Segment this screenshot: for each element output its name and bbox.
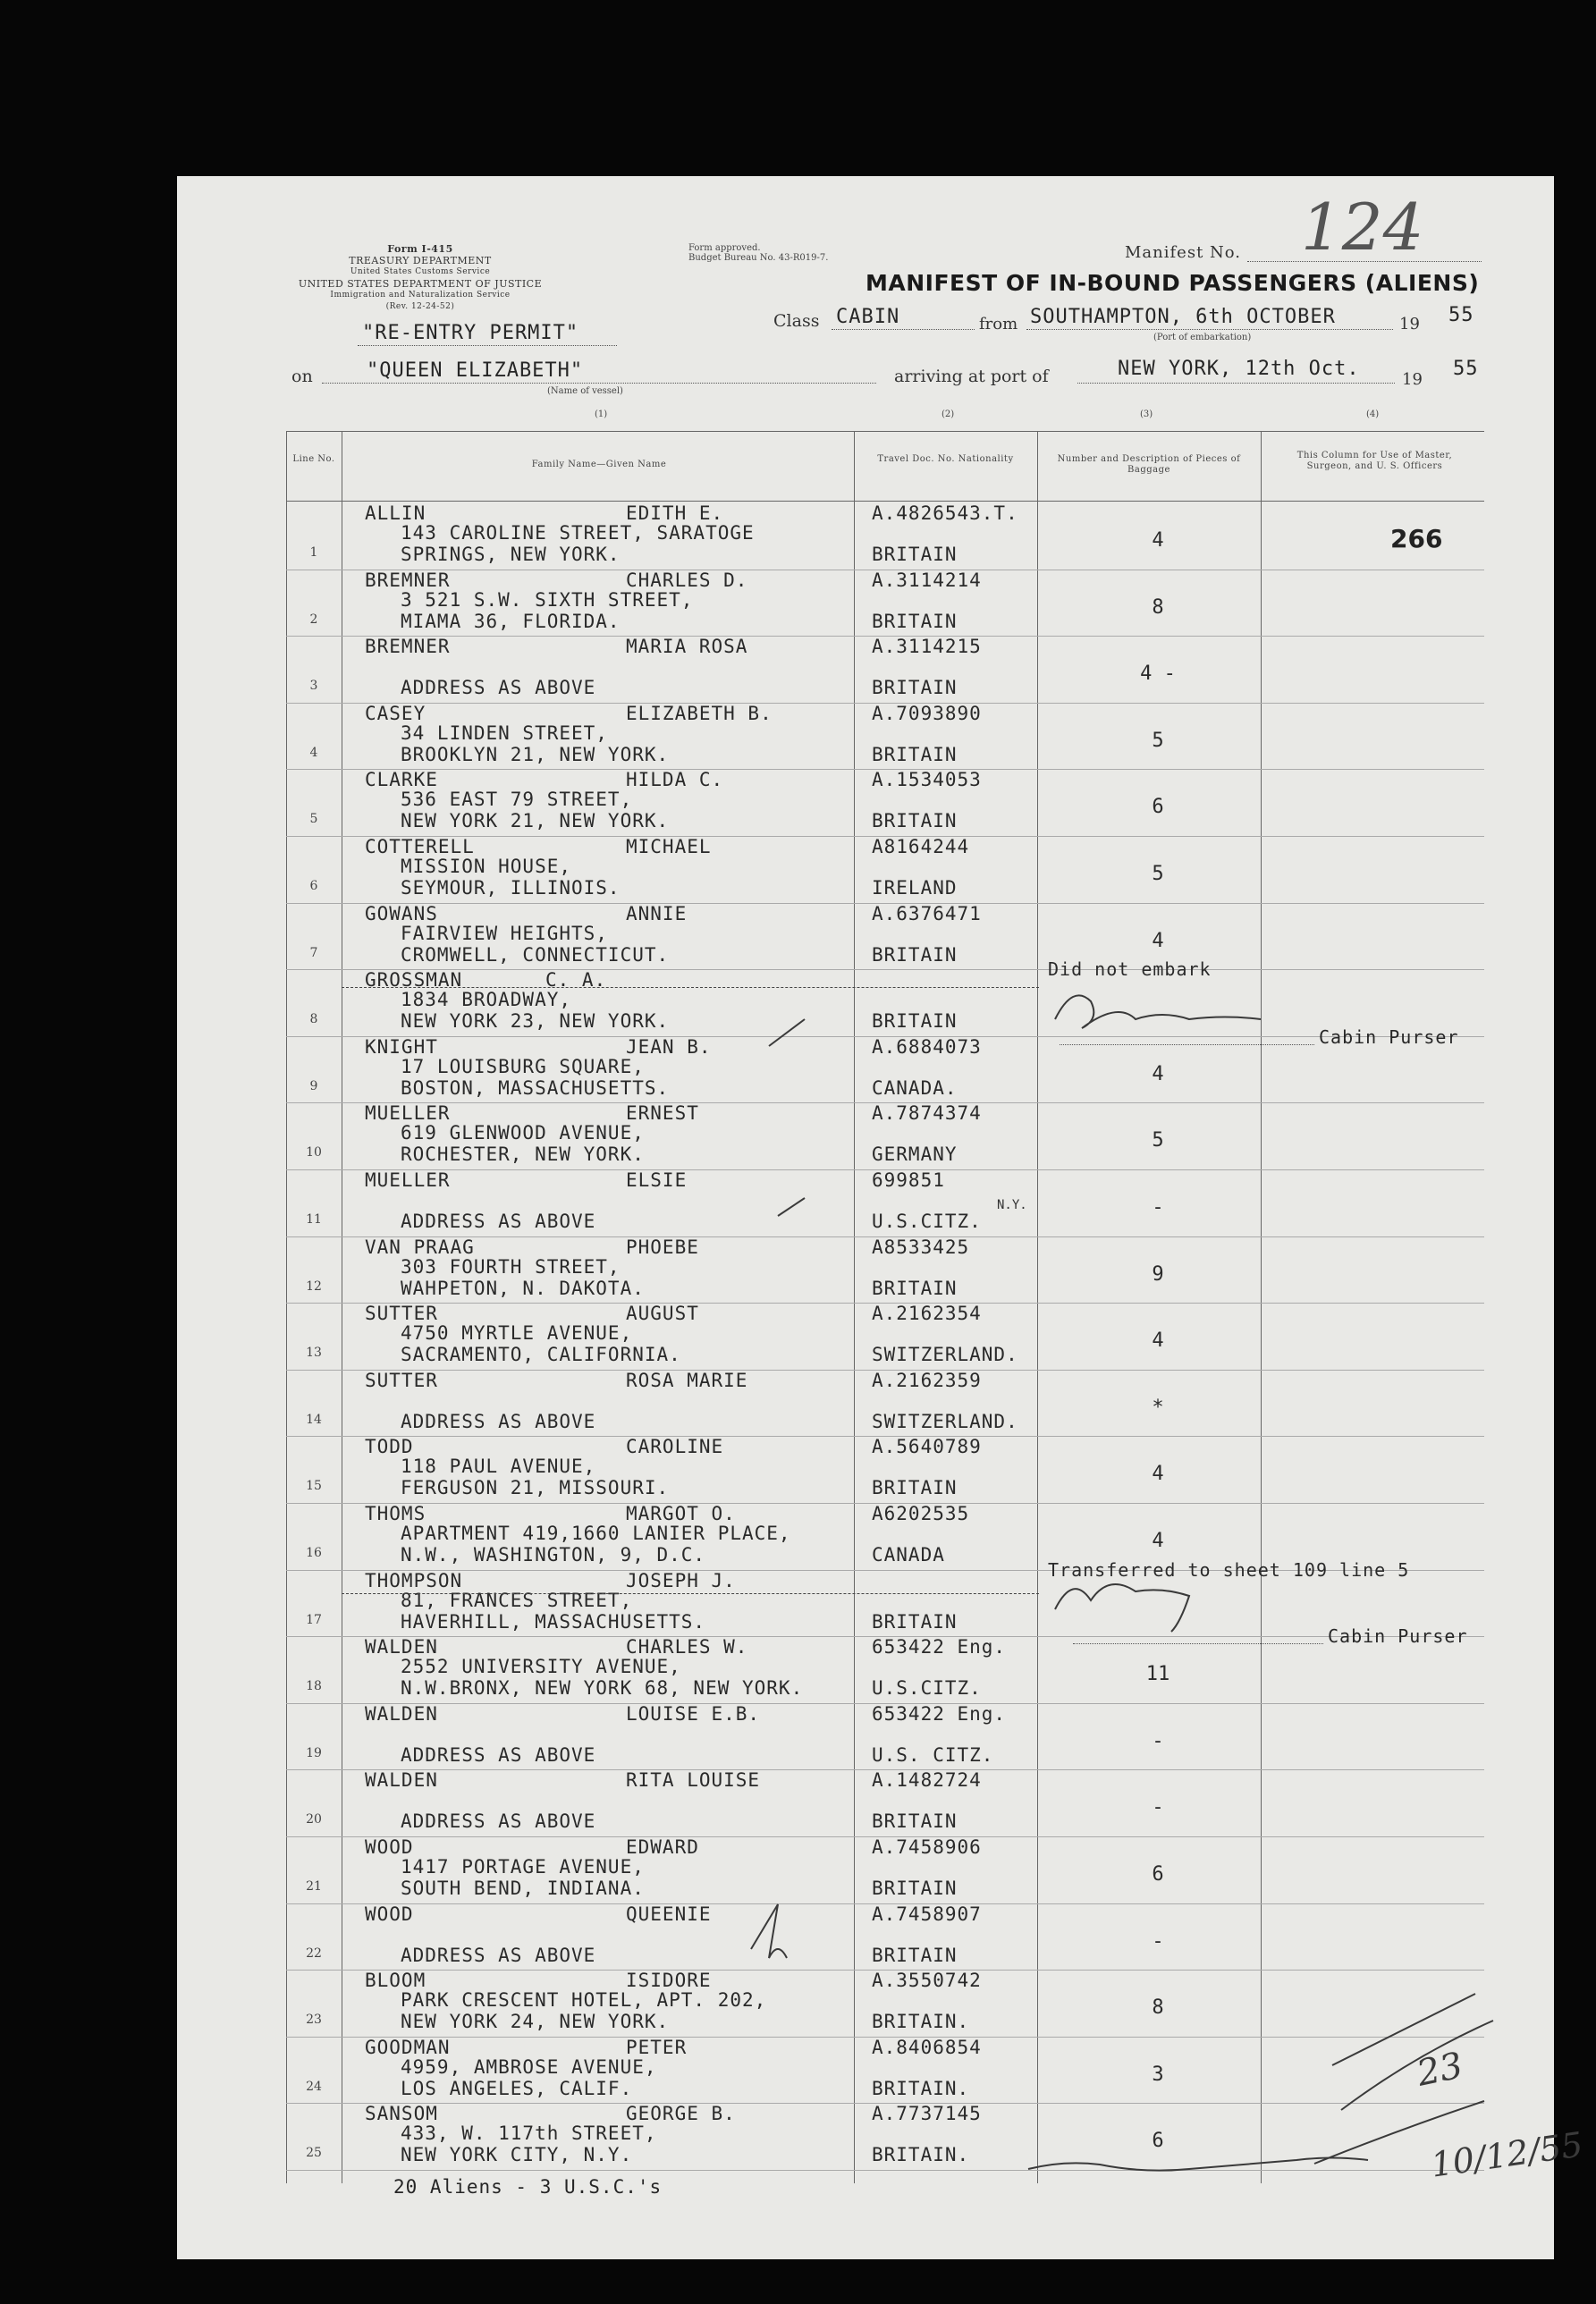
family-name: ALLIN (365, 502, 426, 524)
travel-doc: A.7458906 (872, 1836, 982, 1858)
address-line-2: BROOKLYN 21, NEW YORK. (401, 743, 670, 765)
given-name: HILDA C. (626, 769, 724, 791)
nationality: BRITAIN (872, 544, 958, 565)
given-name: PETER (626, 2036, 688, 2058)
family-name: CLARKE (365, 769, 438, 791)
baggage-count: 3 (1152, 2063, 1164, 2086)
nationality: BRITAIN (872, 1944, 958, 1966)
address-line-2: BOSTON, MASSACHUSETTS. (401, 1076, 670, 1099)
family-name: MUELLER (365, 1102, 451, 1125)
given-name: QUEENIE (626, 1903, 712, 1925)
family-name: CASEY (365, 702, 426, 724)
address-line-2: NEW YORK 24, NEW YORK. (401, 2011, 670, 2033)
line-number: 9 (309, 1078, 318, 1093)
family-name: THOMPSON (365, 1569, 463, 1591)
address-line-1: APARTMENT 419,1660 LANIER PLACE, (401, 1523, 791, 1544)
address-line-2: ROCHESTER, NEW YORK. (401, 1144, 645, 1166)
col-index-4: (4) (1366, 409, 1380, 419)
given-name: MARGOT O. (626, 1503, 736, 1524)
baggage-count: 5 (1152, 1129, 1164, 1152)
vessel-name: "QUEEN ELIZABETH" (367, 359, 584, 382)
nationality: BRITAIN (872, 943, 958, 966)
baggage-count: 8 (1152, 595, 1164, 619)
form-revision: (Rev. 12-24-52) (385, 302, 455, 311)
address-line-1: 4750 MYRTLE AVENUE, (401, 1322, 633, 1345)
given-name: JEAN B. (626, 1035, 712, 1058)
baggage-count: 11 (1145, 1663, 1170, 1686)
baggage-count: 4 (1152, 1329, 1164, 1353)
family-name: COTTERELL (365, 836, 475, 857)
address-line-2: ADDRESS AS ABOVE (401, 1810, 596, 1833)
line-number: 4 (309, 745, 318, 760)
travel-doc: A.2162359 (872, 1369, 982, 1391)
given-name: ELIZABETH B. (626, 702, 773, 724)
manifest-title: MANIFEST OF IN-BOUND PASSENGERS (ALIENS) (866, 270, 1480, 296)
address-line-2: NEW YORK 23, NEW YORK. (401, 1010, 670, 1033)
from-label: from (979, 315, 1018, 333)
line-number: 24 (306, 2079, 322, 2094)
address-line-1: 4959, AMBROSE AVENUE, (401, 2055, 657, 2078)
given-name: ISIDORE (626, 1970, 712, 1992)
family-name: WOOD (365, 1903, 414, 1925)
dept-ins: Immigration and Naturalization Service (330, 291, 511, 300)
vessel-label: (Name of vessel) (547, 386, 623, 396)
nationality: GERMANY (872, 1144, 958, 1166)
family-name: BREMNER (365, 636, 451, 658)
nationality: BRITAIN (872, 610, 958, 632)
baggage-count: 4 (1152, 1062, 1164, 1085)
nationality: BRITAIN (872, 743, 958, 765)
address-line-1: 118 PAUL AVENUE, (401, 1456, 596, 1478)
address-line-1: 81, FRANCES STREET, (401, 1589, 633, 1611)
address-line-2: ADDRESS AS ABOVE (401, 1944, 596, 1966)
baggage-count: 6 (1152, 796, 1164, 819)
travel-doc: A.1534053 (872, 769, 982, 791)
line-number: 18 (306, 1679, 322, 1694)
address-line-1: 34 LINDEN STREET, (401, 722, 608, 744)
address-line-1: 3 521 S.W. SIXTH STREET, (401, 588, 694, 611)
nationality: BRITAIN. (872, 2144, 970, 2166)
family-name: KNIGHT (365, 1035, 438, 1058)
form-number: Form I-415 (387, 243, 453, 255)
nationality: BRITAIN (872, 1878, 958, 1899)
given-name: ANNIE (626, 902, 688, 924)
address-line-1: 1417 PORTAGE AVENUE, (401, 1856, 645, 1878)
given-name: ELSIE (626, 1169, 688, 1191)
baggage-count: 4 (1152, 1463, 1164, 1486)
line-number: 6 (309, 879, 318, 893)
baggage-count: 9 (1152, 1262, 1164, 1286)
travel-doc: A.7458907 (872, 1903, 982, 1925)
given-name: PHOEBE (626, 1236, 699, 1258)
address-line-1: 143 CAROLINE STREET, SARATOGE (401, 522, 755, 544)
address-line-1: FAIRVIEW HEIGHTS, (401, 922, 608, 944)
given-name: CHARLES W. (626, 1636, 748, 1658)
address-line-2: WAHPETON, N. DAKOTA. (401, 1277, 645, 1299)
travel-doc: A.7093890 (872, 702, 982, 724)
family-name: TODD (365, 1436, 414, 1458)
family-name: WALDEN (365, 1702, 438, 1725)
col-header-travel: Travel Doc. No. Nationality (877, 454, 1014, 464)
col-header-officers: This Column for Use of Master, Surgeon, and U. S. Officers (1296, 451, 1453, 471)
nationality: BRITAIN (872, 1010, 958, 1033)
nationality: U.S. CITZ. (872, 1743, 994, 1766)
line-number: 8 (309, 1012, 318, 1027)
given-name: GEORGE B. (626, 2103, 736, 2125)
line-number: 3 (309, 679, 318, 694)
line-number: 12 (306, 1279, 322, 1294)
form-approved: Form approved. (688, 243, 761, 253)
port-embark-label: (Port of embarkation) (1153, 333, 1252, 342)
address-line-2: SPRINGS, NEW YORK. (401, 544, 621, 565)
arriving-value: NEW YORK, 12th Oct. (1118, 358, 1360, 380)
line-number: 20 (306, 1812, 322, 1827)
manifest-number: 124 (1301, 190, 1424, 265)
col-index-3: (3) (1140, 409, 1153, 419)
arr-year-prefix: 19 (1402, 370, 1423, 389)
col-header-line: Line No. (292, 454, 335, 464)
family-name: THOMS (365, 1503, 426, 1524)
baggage-count: 4 (1152, 1530, 1164, 1552)
family-name: WOOD (365, 1836, 414, 1858)
address-line-2: N.W.BRONX, NEW YORK 68, NEW YORK. (401, 1677, 804, 1700)
arriving-label: arriving at port of (894, 367, 1049, 386)
address-line-1: 1834 BROADWAY, (401, 989, 572, 1011)
given-name: EDITH E. (626, 502, 724, 524)
travel-doc: A.6884073 (872, 1035, 982, 1058)
address-line-1: 303 FOURTH STREET, (401, 1255, 621, 1278)
line-number: 5 (309, 812, 318, 827)
family-name: WALDEN (365, 1636, 438, 1658)
nationality: BRITAIN (872, 1277, 958, 1299)
travel-doc: A6202535 (872, 1503, 970, 1524)
address-line-2: ADDRESS AS ABOVE (401, 1410, 596, 1432)
travel-doc: 653422 Eng. (872, 1702, 1007, 1725)
baggage-count: 6 (1152, 2130, 1164, 2153)
baggage-count: 5 (1152, 729, 1164, 752)
family-name: BREMNER (365, 569, 451, 591)
travel-doc: 699851 (872, 1169, 945, 1191)
arr-year: 55 (1453, 358, 1479, 380)
baggage-count: 6 (1152, 1863, 1164, 1886)
given-name: AUGUST (626, 1303, 699, 1325)
family-name: MUELLER (365, 1169, 451, 1191)
given-name: CAROLINE (626, 1436, 724, 1458)
address-line-1: 17 LOUISBURG SQUARE, (401, 1055, 645, 1077)
address-line-1: 536 EAST 79 STREET, (401, 789, 633, 811)
baggage-count: Transferred to sheet 109 line 5 (1048, 1558, 1410, 1581)
on-label: on (291, 367, 313, 386)
nationality: BRITAIN. (872, 2077, 970, 2099)
class-label: Class (773, 311, 820, 331)
address-line-2: SOUTH BEND, INDIANA. (401, 1878, 645, 1899)
tally-note: 23 (1413, 2045, 1467, 2095)
travel-doc: A.3114214 (872, 569, 982, 591)
address-line-2: CROMWELL, CONNECTICUT. (401, 943, 670, 966)
given-name: C. A. (545, 969, 607, 992)
travel-doc: A.4826543.T. (872, 502, 1018, 524)
manifest-no-label: Manifest No. (1125, 243, 1242, 262)
nationality: U.S.CITZ. (872, 1677, 982, 1700)
line-number: 7 (309, 945, 318, 960)
nationality: BRITAIN. (872, 2011, 970, 2033)
class-value: CABIN (836, 306, 900, 328)
from-year: 55 (1448, 304, 1474, 326)
baggage-count: * (1152, 1396, 1164, 1419)
given-name: MICHAEL (626, 836, 712, 857)
nationality: CANADA. (872, 1076, 958, 1099)
date-signature: 10/12/55 (1428, 2124, 1585, 2185)
line-number: 22 (306, 1945, 322, 1961)
travel-doc: A.8406854 (872, 2036, 982, 2058)
address-line-2: SACRAMENTO, CALIFORNIA. (401, 1344, 681, 1366)
address-line-1: PARK CRESCENT HOTEL, APT. 202, (401, 1989, 767, 2012)
line-number: 15 (306, 1479, 322, 1494)
address-line-2: N.W., WASHINGTON, 9, D.C. (401, 1544, 706, 1566)
baggage-count: - (1152, 1929, 1164, 1953)
line-number: 11 (306, 1212, 322, 1227)
travel-doc: A.7737145 (872, 2103, 982, 2125)
line-number: 23 (306, 2013, 322, 2028)
travel-doc: A.2162354 (872, 1303, 982, 1325)
baggage-count: - (1152, 1196, 1164, 1219)
travel-doc: A.3114215 (872, 636, 982, 658)
from-value: SOUTHAMPTON, 6th OCTOBER (1030, 306, 1336, 328)
family-name: BLOOM (365, 1970, 426, 1992)
family-name: SUTTER (365, 1369, 438, 1391)
travel-doc: A.1482724 (872, 1769, 982, 1792)
footer-total: 20 Aliens - 3 U.S.C.'s (393, 2176, 663, 2198)
nationality: U.S.CITZ. (872, 1211, 982, 1232)
budget-bureau: Budget Bureau No. 43-R019-7. (688, 253, 829, 263)
address-line-2: ADDRESS AS ABOVE (401, 1743, 596, 1766)
line-number: 25 (306, 2146, 322, 2161)
line-number: 1 (309, 545, 318, 560)
line-number: 10 (306, 1145, 322, 1160)
ny-note: N.Y. (997, 1198, 1027, 1212)
nationality: BRITAIN (872, 1810, 958, 1833)
given-name: JOSEPH J. (626, 1569, 736, 1591)
dept-customs: United States Customs Service (350, 267, 491, 276)
travel-doc: A.7874374 (872, 1102, 982, 1125)
travel-doc: A.5640789 (872, 1436, 982, 1458)
col-index-2: (2) (942, 409, 955, 419)
address-line-2: MIAMA 36, FLORIDA. (401, 610, 621, 632)
col-index-1: (1) (595, 409, 608, 419)
travel-doc: A8533425 (872, 1236, 970, 1258)
line-number: 21 (306, 1879, 322, 1894)
address-line-1: 619 GLENWOOD AVENUE, (401, 1122, 645, 1144)
cabin-purser-2: Cabin Purser (1328, 1625, 1468, 1647)
family-name: GROSSMAN (365, 969, 463, 992)
baggage-count: Did not embark (1048, 958, 1212, 981)
col-header-baggage: Number and Description of Pieces of Baggage (1057, 454, 1241, 475)
family-name: GOWANS (365, 902, 438, 924)
line-number: 17 (306, 1612, 322, 1627)
travel-doc: A8164244 (872, 836, 970, 857)
address-line-2: ADDRESS AS ABOVE (401, 677, 596, 699)
baggage-count: - (1152, 1796, 1164, 1819)
nationality: BRITAIN (872, 1610, 958, 1633)
family-name: GOODMAN (365, 2036, 451, 2058)
baggage-count: - (1152, 1729, 1164, 1752)
line-number: 14 (306, 1412, 322, 1427)
address-line-2: SEYMOUR, ILLINOIS. (401, 877, 621, 899)
given-name: EDWARD (626, 1836, 699, 1858)
address-line-2: NEW YORK 21, NEW YORK. (401, 810, 670, 832)
given-name: CHARLES D. (626, 569, 748, 591)
nationality: IRELAND (872, 877, 958, 899)
line-number: 13 (306, 1346, 322, 1361)
given-name: LOUISE E.B. (626, 1702, 761, 1725)
address-line-2: HAVERHILL, MASSACHUSETTS. (401, 1610, 706, 1633)
col-header-name: Family Name—Given Name (531, 460, 667, 469)
address-line-2: FERGUSON 21, MISSOURI. (401, 1477, 670, 1499)
re-entry-permit: "RE-ENTRY PERMIT" (362, 322, 579, 344)
dept-treasury: TREASURY DEPARTMENT (349, 255, 492, 266)
baggage-count: 4 (1152, 929, 1164, 952)
family-name: WALDEN (365, 1769, 438, 1792)
travel-doc: A.6376471 (872, 902, 982, 924)
nationality: CANADA (872, 1544, 945, 1566)
dept-justice: UNITED STATES DEPARTMENT OF JUSTICE (298, 278, 543, 290)
family-name: VAN PRAAG (365, 1236, 475, 1258)
baggage-count: 4 (1152, 529, 1164, 552)
address-line-2: LOS ANGELES, CALIF. (401, 2077, 633, 2099)
address-line-1: 433, W. 117th STREET, (401, 2123, 657, 2145)
line-number: 2 (309, 612, 318, 627)
baggage-count: 8 (1152, 1996, 1164, 2020)
baggage-count: 5 (1152, 863, 1164, 885)
family-name: SANSOM (365, 2103, 438, 2125)
travel-doc: A.3550742 (872, 1970, 982, 1992)
address-line-1: 2552 UNIVERSITY AVENUE, (401, 1656, 681, 1678)
given-name: RITA LOUISE (626, 1769, 761, 1792)
nationality: SWITZERLAND. (872, 1344, 1018, 1366)
from-year-prefix: 19 (1399, 315, 1420, 333)
nationality: BRITAIN (872, 677, 958, 699)
nationality: SWITZERLAND. (872, 1410, 1018, 1432)
nationality: BRITAIN (872, 1477, 958, 1499)
given-name: ROSA MARIE (626, 1369, 748, 1391)
line-number: 19 (306, 1745, 322, 1760)
cabin-purser-1: Cabin Purser (1319, 1026, 1459, 1048)
baggage-count: 4 - (1140, 663, 1176, 686)
given-name: MARIA ROSA (626, 636, 748, 658)
address-line-1: MISSION HOUSE, (401, 856, 572, 877)
officer-number: 266 (1390, 524, 1443, 553)
family-name: SUTTER (365, 1303, 438, 1325)
address-line-2: ADDRESS AS ABOVE (401, 1211, 596, 1232)
travel-doc: 653422 Eng. (872, 1636, 1007, 1658)
nationality: BRITAIN (872, 810, 958, 832)
given-name: ERNEST (626, 1102, 699, 1125)
address-line-2: NEW YORK CITY, N.Y. (401, 2144, 633, 2166)
line-number: 16 (306, 1546, 322, 1560)
